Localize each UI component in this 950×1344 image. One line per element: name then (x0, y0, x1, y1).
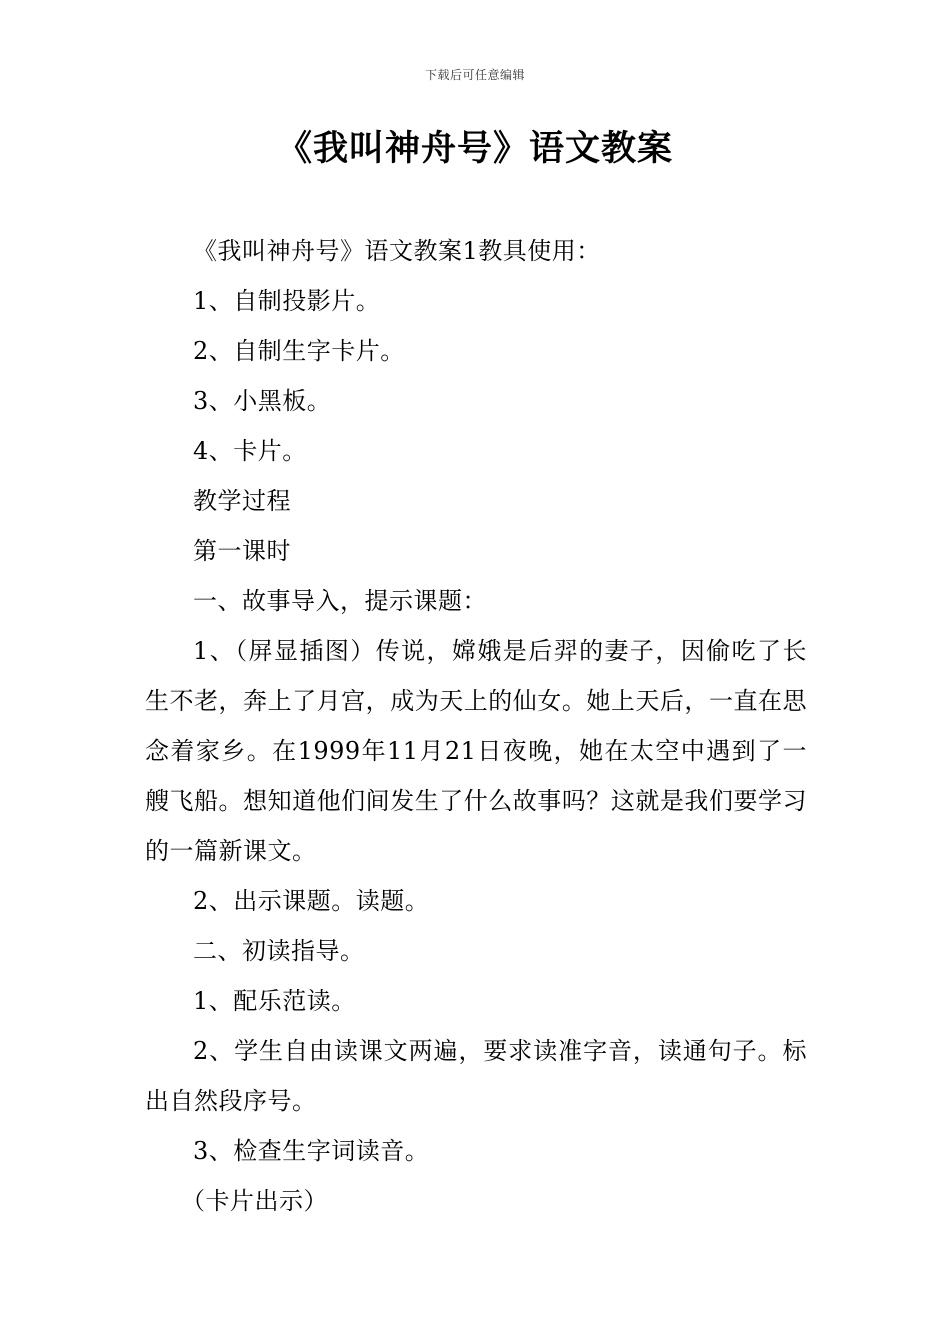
paragraph-item-4: 4、卡片。 (193, 437, 307, 465)
paragraph-item-1: 1、自制投影片。 (193, 287, 381, 315)
paragraph-music-reading: 1、配乐范读。 (193, 987, 356, 1015)
section-heading-intro: 一、故事导入，提示课题： (193, 587, 487, 615)
page-title: 《我叫神舟号》语文教案 (276, 128, 673, 169)
paragraph-free-reading: 2、学生自由读课文两遍，要求读准字音，读通句子。标出自然段序号。 (145, 1037, 807, 1115)
paragraph-show-title: 2、出示课题。读题。 (193, 887, 430, 915)
document-body (145, 226, 807, 1226)
paragraph-story: 1、（屏显插图）传说，嫦娥是后羿的妻子，因偷吃了长生不老，奔上了月宫，成为天上的仙女。她上天后，一直在思念着家乡。在1999年11月21日夜晚，她在太空中遇到了一艘飞船。想知道他们间发生了什么故事吗？这就是我们要学习的一篇新课文。 (145, 637, 807, 865)
paragraph-item-3: 3、小黑板。 (193, 387, 332, 415)
paragraph-intro: 《我叫神舟号》语文教案1教具使用： (193, 237, 601, 265)
section-heading-lesson-1: 第一课时 (193, 537, 291, 565)
paragraph-item-2: 2、自制生字卡片。 (193, 337, 405, 365)
paragraph-card-display: （卡片出示） (181, 1187, 328, 1215)
section-heading-process: 教学过程 (193, 487, 291, 515)
section-heading-first-reading: 二、初读指导。 (193, 937, 365, 965)
header-note: 下载后可任意编辑 (424, 68, 525, 82)
paragraph-check-pronunciation: 3、检查生字词读音。 (193, 1137, 430, 1165)
